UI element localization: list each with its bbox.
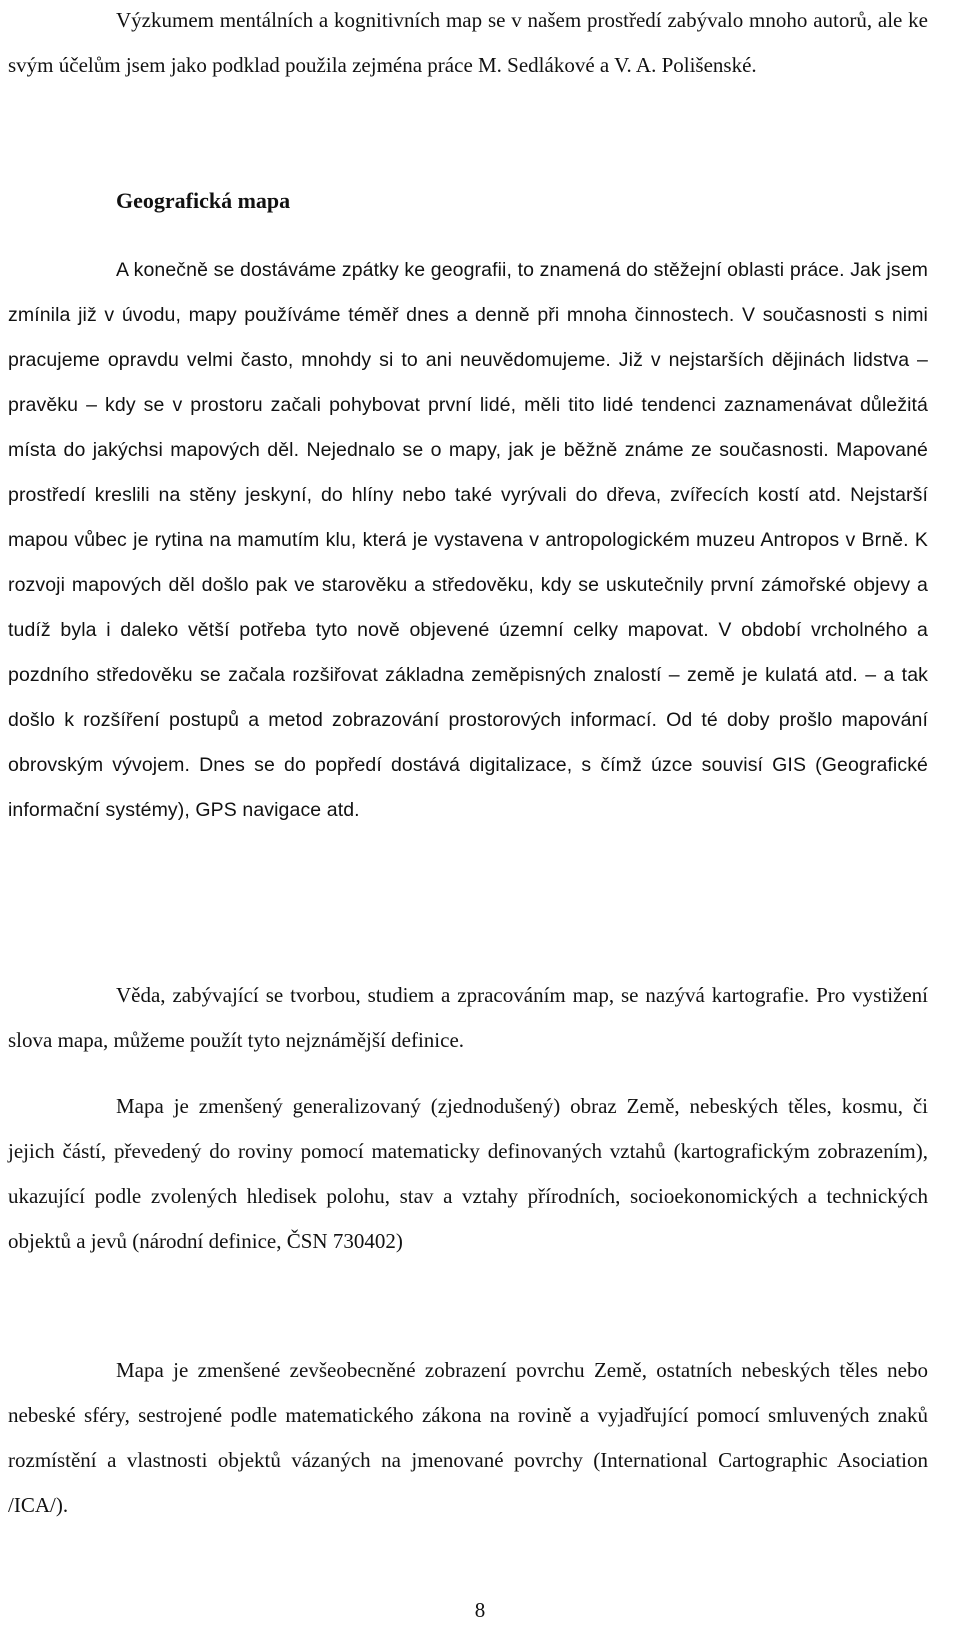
definition-national-paragraph: Mapa je zmenšený generalizovaný (zjednodušený) obraz Země, nebeských těles, kosmu, či jejich částí, převedený do roviny pomocí matematicky definovaných vztahů (kartografickým zobrazením), ukazující podle zvolených hledisek polohu, stav a vztahy přírodních, socioekonomických a technických objektů a jevů (národní definice, ČSN 730402) bbox=[8, 1094, 928, 1253]
page-number: 8 bbox=[474, 1598, 486, 1622]
geography-paragraph: A konečně se dostáváme zpátky ke geografii, to znamená do stěžejní oblasti práce. Jak jsem zmínila již v úvodu, mapy používáme téměř dnes a denně při mnoha činnostech. V současnosti s nimi pracujeme opravdu velmi často, mnohdy si to ani neuvědomujeme. Již v nejstarších dějinách lidstva – pravěku – kdy se v prostoru začali pohybovat první lidé, měli tito lidé tendenci zaznamenávat důležitá místa do jakýchsi mapových děl. Nejednalo se o mapy, jak je běžně známe ze současnosti. Mapované prostředí kreslili na stěny jeskyní, do hlíny nebo také vyrývali do dřeva, zvířecích kostí atd. Nejstarší mapou vůbec je rytina na mamutím klu, která je vystavena v antropologickém muzeu Antropos v Brně. K rozvoji mapových děl došlo pak ve starověku a středověku, kdy se uskutečnily první zámořské objevy a tudíž byla i daleko větší potřeba tyto nově objevené územní celky mapovat. V období vrcholného a pozdního středověku se začala rozšiřovat základna zeměpisných znalostí – země je kulatá atd. – a tak došlo k rozšíření postupů a metod zobrazování prostorových informací. Od té doby prošlo mapování obrovským vývojem. Dnes se do popředí dostává digitalizace, s čímž úzce souvisí GIS (Geografické informační systémy), GPS navigace atd. bbox=[8, 259, 928, 821]
definition-ica-paragraph: Mapa je zmenšené zevšeobecněné zobrazení povrchu Země, ostatních nebeských těles nebo nebeské sféry, sestrojené podle matematického zákona na rovině a vyjadřující pomocí smluvených znaků rozmístění a vlastnosti objektů vázaných na jmenované povrchy (International Cartographic Asociation /ICA/). bbox=[8, 1358, 928, 1517]
section-heading: Geografická mapa bbox=[116, 188, 291, 213]
intro-paragraph: Výzkumem mentálních a kognitivních map se v našem prostředí zabývalo mnoho autorů, ale ke svým účelům jsem jako podklad použila zejména práce M. Sedlákové a V. A. Polišenské. bbox=[8, 8, 928, 77]
cartography-paragraph: Věda, zabývající se tvorbou, studiem a zpracováním map, se nazývá kartografie. Pro vystižení slova mapa, můžeme použít tyto nejznámější definice. bbox=[8, 983, 928, 1052]
